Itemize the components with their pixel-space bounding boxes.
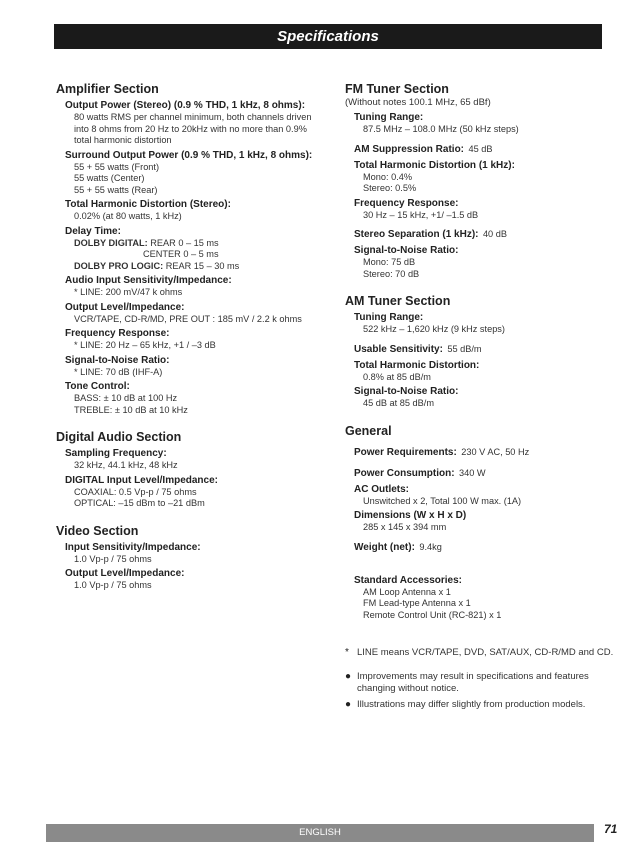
spec-delay-time: Delay Time: DOLBY DIGITAL: REAR 0 – 15 ms CENTER 0 – 5 ms DOLBY PRO LOGIC: REAR 15 – 30 ms — [65, 225, 240, 271]
spec-video-output: Output Level/Impedance: 1.0 Vp-p / 75 ohms — [65, 568, 185, 590]
right-column — [345, 82, 615, 711]
general-section-title: General — [345, 423, 392, 438]
spec-digital-input: DIGITAL Input Level/Impedance: COAXIAL: 0.5 Vp-p / 75 ohms OPTICAL: –15 dBm to –21 dBm — [65, 474, 218, 508]
notes-block — [345, 647, 615, 711]
fm-frequency-response: Frequency Response: 30 Hz – 15 kHz, +1/ –1.5 dB — [354, 197, 479, 220]
note-bullet: ● Illustrations may differ slightly from production models. — [345, 699, 586, 710]
spec-video-input: Input Sensitivity/Impedance: 1.0 Vp-p / 75 ohms — [65, 541, 201, 564]
general-dimensions: Dimensions (W x H x D) 285 x 145 x 394 mm — [354, 510, 467, 532]
am-thd: Total Harmonic Distortion: 0.8% at 85 dB/m — [354, 359, 480, 382]
general-weight: Weight (net): 9.4kg — [354, 541, 442, 553]
fm-note: (Without notes 100.1 MHz, 65 dBf) — [345, 97, 491, 108]
page-title: Specifications — [54, 24, 602, 49]
note-bullet: ● Improvements may result in specifications and features changing without notice. — [345, 671, 589, 694]
left-column — [56, 82, 326, 592]
spec-thd-stereo: Total Harmonic Distortion (Stereo): 0.02% (at 80 watts, 1 kHz) — [65, 199, 231, 221]
fm-snr: Signal-to-Noise Ratio: Mono: 75 dB Stereo: 70 dB — [354, 245, 459, 279]
page-number: 71 — [604, 822, 618, 836]
general-accessories: Standard Accessories: AM Loop Antenna x 1 FM Lead-type Antenna x 1 Remote Control Unit (RC-821) x 1 — [354, 574, 502, 620]
bullet-icon: ● — [345, 671, 352, 682]
spec-tone-control: Tone Control: BASS: ± 10 dB at 100 Hz TREBLE: ± 10 dB at 10 kHz — [65, 381, 188, 415]
video-section-title: Video Section — [56, 523, 139, 538]
bullet-icon: ● — [345, 699, 352, 710]
spec-surround-power: Surround Output Power (0.9 % THD, 1 kHz, 8 ohms): 55 + 55 watts (Front) 55 watts (Center) 55 + 55 watts (Rear) — [65, 149, 313, 195]
am-snr: Signal-to-Noise Ratio: 45 dB at 85 dB/m — [354, 386, 459, 408]
general-ac-outlets: AC Outlets: Unswitched x 2, Total 100 W max. (1A) — [354, 483, 522, 506]
am-section-title: AM Tuner Section — [345, 294, 451, 308]
am-tuning-range: Tuning Range: 522 kHz – 1,620 kHz (9 kHz steps) — [354, 312, 505, 334]
fm-tuning-range: Tuning Range: 87.5 MHz – 108.0 MHz (50 kHz steps) — [354, 112, 519, 134]
spec-output-level: Output Level/Impedance: VCR/TAPE, CD-R/MD, PRE OUT : 185 mV / 2.2 k ohms — [65, 301, 302, 324]
fm-section-title: FM Tuner Section — [345, 82, 449, 96]
spec-output-power: Output Power (Stereo) (0.9 % THD, 1 kHz, 8 ohms): 80 watts RMS per channel minimum, both channels driven into 8 ohms from 20 Hz to 20kHz with no more than 0.9% total harmonic distortion — [65, 100, 312, 145]
amplifier-section-title: Amplifier Section — [56, 82, 159, 96]
general-power-requirements: Power Requirements: 230 V AC, 50 Hz — [354, 446, 530, 458]
digital-section-title: Digital Audio Section — [56, 430, 182, 444]
general-power-consumption: Power Consumption: 340 W — [354, 467, 486, 479]
am-usable-sensitivity: Usable Sensitivity: 55 dB/m — [354, 343, 482, 355]
footer-language: ENGLISH — [46, 824, 594, 842]
line-note: * LINE means VCR/TAPE, DVD, SAT/AUX, CD-R/MD and CD. — [345, 647, 614, 658]
fm-am-suppression: AM Suppression Ratio: 45 dB — [354, 143, 493, 155]
spec-sampling-frequency: Sampling Frequency: 32 kHz, 44.1 kHz, 48 kHz — [65, 448, 178, 470]
spec-audio-input: Audio Input Sensitivity/Impedance: * LINE: 200 mV/47 k ohms — [65, 275, 232, 297]
fm-stereo-separation: Stereo Separation (1 kHz): 40 dB — [354, 229, 507, 240]
spec-snr: Signal-to-Noise Ratio: * LINE: 70 dB (IHF-A) — [65, 354, 170, 377]
fm-thd: Total Harmonic Distortion (1 kHz): Mono: 0.4% Stereo: 0.5% — [354, 159, 515, 193]
spec-frequency-response: Frequency Response: * LINE: 20 Hz – 65 kHz, +1 / –3 dB — [65, 328, 216, 350]
